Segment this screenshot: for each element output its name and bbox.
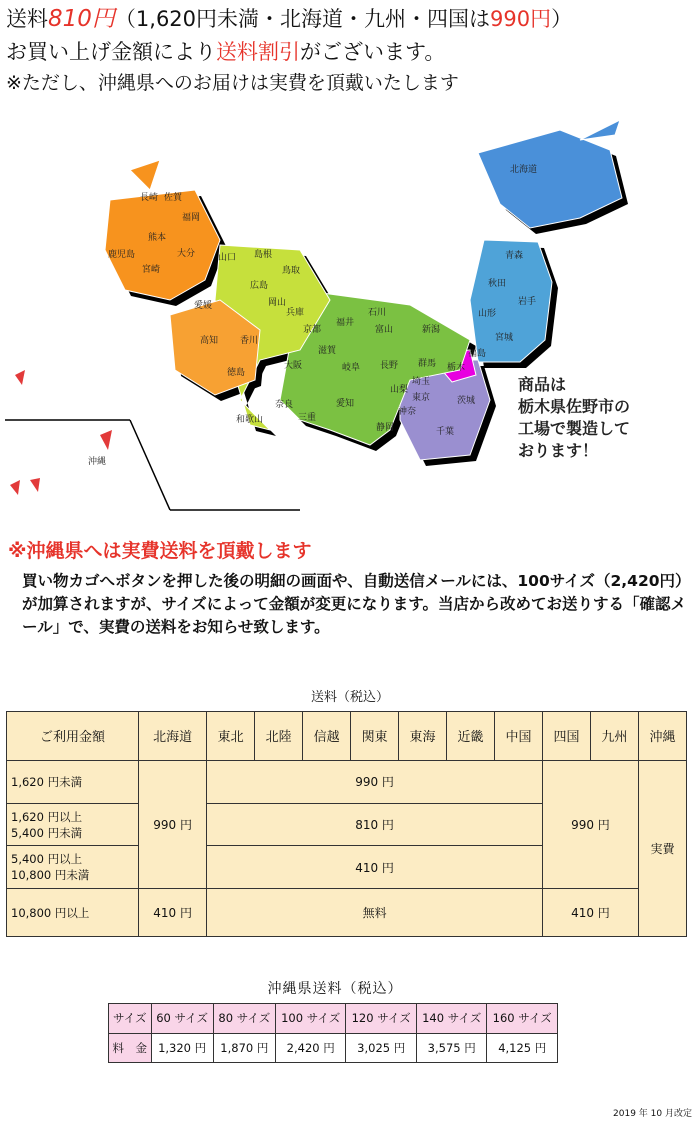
- shipping-headline: 送料810円（1,620円未満・北海道・九州・四国は990円）: [6, 6, 573, 32]
- svg-text:山梨: 山梨: [390, 385, 409, 395]
- svg-text:福島: 福島: [468, 349, 487, 359]
- svg-text:兵庫: 兵庫: [286, 308, 305, 318]
- shipping-table-caption: 送料（税込）: [310, 690, 389, 705]
- svg-text:愛知: 愛知: [336, 399, 355, 409]
- svg-text:おります！: おります！: [518, 441, 599, 460]
- row-label: 10,800 円以上: [7, 889, 139, 937]
- svg-text:岐阜: 岐阜: [342, 363, 361, 373]
- mid-price: 無料: [207, 889, 543, 937]
- svg-text:長崎: 長崎: [140, 193, 159, 203]
- svg-text:高知: 高知: [200, 336, 219, 346]
- svg-text:愛媛: 愛媛: [194, 301, 213, 311]
- okinawa-table: サイズ 60 サイズ 80 サイズ 100 サイズ 120 サイズ 140 サイズ 160 サイズ 料 金 1,320 円 1,870 円 2,420 円 3,025 円 3,575 円 4,125 円: [108, 1003, 558, 1063]
- row-label: 5,400 円以上 10,800 円未満: [7, 846, 139, 889]
- svg-text:新潟: 新潟: [422, 325, 441, 335]
- svg-text:滋賀: 滋賀: [318, 346, 337, 356]
- svg-text:商品は: 商品は: [518, 375, 567, 394]
- svg-text:富山: 富山: [375, 325, 394, 335]
- svg-text:鹿児島: 鹿児島: [108, 250, 136, 260]
- header-amount: ご利用金額: [7, 712, 139, 761]
- japan-map: [0, 100, 700, 520]
- row-label: 1,620 円以上 5,400 円未満: [7, 803, 139, 846]
- svg-text:茨城: 茨城: [457, 396, 476, 406]
- svg-text:宮城: 宮城: [495, 333, 514, 343]
- svg-text:佐賀: 佐賀: [164, 193, 183, 203]
- svg-text:大阪: 大阪: [284, 361, 303, 371]
- svg-text:青森: 青森: [505, 251, 524, 261]
- discount-headline: お買い上げ金額により送料割引がございます。: [6, 40, 446, 64]
- svg-text:京都: 京都: [303, 325, 322, 335]
- svg-text:福井: 福井: [336, 318, 355, 328]
- shipping-table: ご利用金額 北海道 東北 北陸 信越 関東 東海 近畿 中国 四国 九州 沖縄 1,620 円未満 990 円 990 円 990 円 実費 1,620 円以上 5,400 円未満 810 円 5,400 円以上 10,800 円未満 410 円 10,800 円以上 410 円 無料 410 円: [6, 711, 687, 937]
- okinawa-price: 実費: [638, 760, 686, 936]
- mid-price: 410 円: [207, 846, 543, 889]
- shikoku-kyushu-price: 990 円: [542, 760, 638, 889]
- revision-date: 2019 年 10 月改定: [613, 1109, 692, 1119]
- svg-text:鳥取: 鳥取: [282, 266, 301, 276]
- svg-text:工場で製造して: 工場で製造して: [518, 419, 631, 438]
- hokkaido-price: 410 円: [139, 889, 207, 937]
- okinawa-headline: ※ただし、沖縄県へのお届けは実費を頂戴いたします: [6, 72, 459, 94]
- mid-price: 990 円: [207, 760, 543, 803]
- svg-text:神奈: 神奈: [398, 407, 417, 417]
- svg-text:徳島: 徳島: [227, 368, 246, 378]
- okinawa-table-caption: 沖縄県送料（税込）: [267, 981, 403, 997]
- svg-text:北海道: 北海道: [510, 165, 538, 175]
- svg-text:和歌山: 和歌山: [236, 415, 264, 425]
- hokkaido-price: 990 円: [139, 760, 207, 889]
- svg-text:岩手: 岩手: [518, 297, 537, 307]
- svg-text:東京: 東京: [412, 393, 431, 403]
- svg-text:栃木: 栃木: [447, 363, 466, 373]
- region-okinawa: [100, 430, 112, 450]
- svg-text:奈良: 奈良: [275, 400, 294, 410]
- svg-text:埼玉: 埼玉: [412, 377, 431, 387]
- svg-text:宮崎: 宮崎: [142, 265, 161, 275]
- svg-text:広島: 広島: [250, 281, 269, 291]
- shikoku-kyushu-price: 410 円: [542, 889, 638, 937]
- svg-text:福岡: 福岡: [182, 213, 201, 223]
- svg-text:三重: 三重: [298, 413, 317, 423]
- row-label: 1,620 円未満: [7, 760, 139, 803]
- svg-text:秋田: 秋田: [488, 279, 507, 289]
- okinawa-notice-title: ※沖縄県へは実費送料を頂戴します: [8, 540, 312, 562]
- svg-text:群馬: 群馬: [418, 359, 437, 369]
- svg-text:千葉: 千葉: [436, 427, 455, 437]
- svg-text:大分: 大分: [177, 249, 196, 259]
- svg-text:山形: 山形: [478, 309, 497, 319]
- svg-text:熊本: 熊本: [148, 233, 167, 243]
- svg-text:静岡: 静岡: [376, 423, 395, 433]
- svg-text:岡山: 岡山: [268, 298, 287, 308]
- base-shipping-price: 810円: [48, 6, 115, 32]
- svg-text:島根: 島根: [254, 250, 273, 260]
- svg-text:石川: 石川: [368, 308, 387, 318]
- okinawa-notice-body: 買い物カゴへボタンを押した後の明細の画面や、自動送信メールには、100サイズ（2,420円）が加算されますが、サイズによって金額が変更になります。当店から改めてお送りする「確認メール」で、実費の送料をお知らせ致します。: [22, 572, 687, 636]
- svg-text:沖縄: 沖縄: [88, 457, 107, 467]
- svg-text:香川: 香川: [240, 336, 259, 346]
- svg-text:長野: 長野: [380, 361, 399, 371]
- mid-price: 810 円: [207, 803, 543, 846]
- remote-shipping-price: 990円: [490, 7, 552, 31]
- svg-text:山口: 山口: [218, 253, 237, 263]
- svg-text:栃木県佐野市の: 栃木県佐野市の: [518, 397, 631, 416]
- factory-callout: [518, 375, 630, 460]
